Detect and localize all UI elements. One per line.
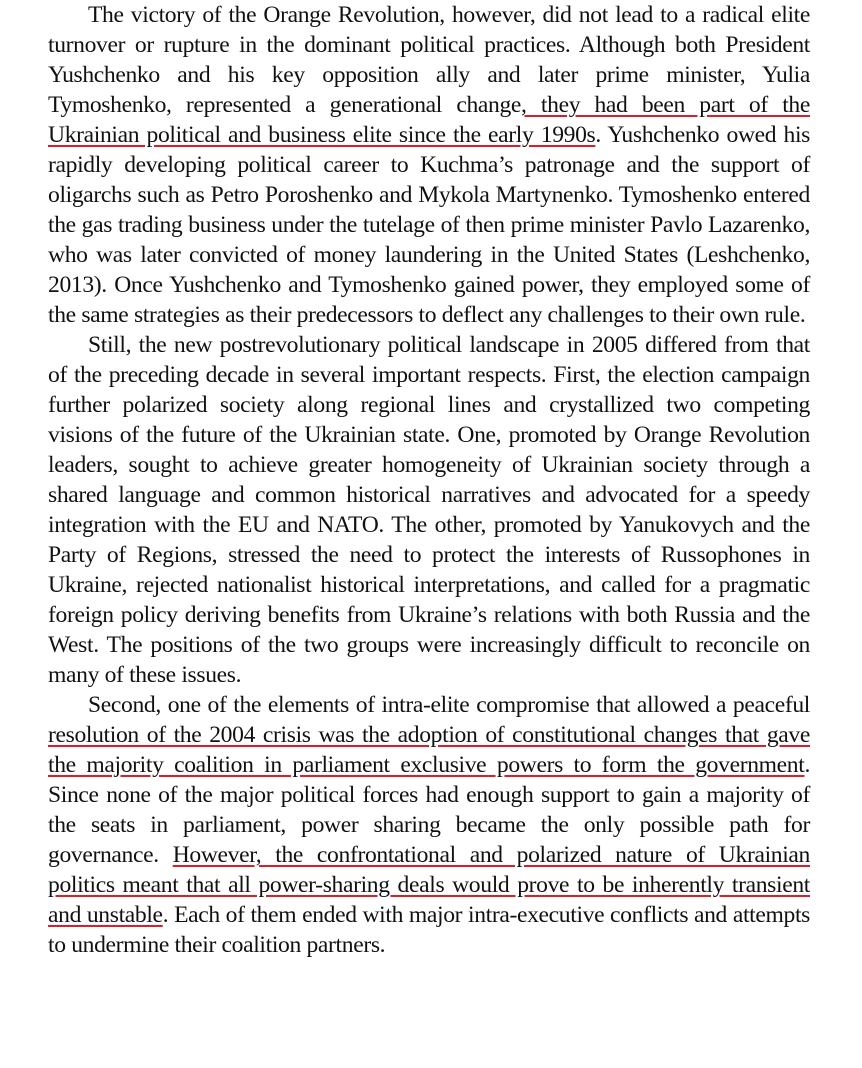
paragraph-intra-elite-compromise: [48, 690, 810, 960]
paragraph-postrevolutionary-landscape: [48, 330, 810, 690]
underlined-annotation[interactable]: , they had been part of the Ukrainian political and business elite since the early 1990s: [48, 92, 810, 148]
text-segment: Second, one of the elements of intra-elite compromise that allowed a peaceful: [88, 692, 810, 718]
underlined-annotation[interactable]: However, the confrontational and polarized nature of Ukrainian politics meant that all power-sharing deals would prove to be inherently transient and unstable: [48, 842, 811, 928]
text-segment: . Since none of the major political forces had enough support to gain a majority of the seats in parliament, power sharing became the only possible path for governance.: [48, 752, 810, 868]
text-segment: The victory of the Orange Revolution, however, did not lead to a radical elite turnover or rupture in the dominant political practices. Although both President Yushchenko and his key opposition ally and later prime minister, Yulia Tymoshenko, represented a generational change: [48, 2, 810, 118]
text-segment: . Yushchenko owed his rapidly developing political career to Kuchma’s patronage and the support of oligarchs such as Petro Poroshenko and Mykola Martynenko. Tymoshenko entered the gas trading business under the tutelage of then prime minister Pavlo Lazarenko, who was later convicted of money laundering in the United States (Leshchenko, 2013). Once Yushchenko and Tymoshenko gained power, they employed some of the same strategies as their predecessors to deflect any challenges to their own rule.: [48, 122, 810, 328]
paragraph-orange-revolution: [48, 0, 810, 330]
text-segment: . Each of them ended with major intra-executive conflicts and attempts to undermine their coalition partners.: [48, 902, 810, 958]
text-segment: Still, the new postrevolutionary political landscape in 2005 differed from that of the preceding decade in several important respects. First, the election campaign further polarized society along regional lines and crystallized two competing visions of the future of the Ukrainian state. One, promoted by Orange Revolution leaders, sought to achieve greater homogeneity of Ukrainian society through a shared language and common historical narratives and advocated for a speedy integration with the EU and NATO. The other, promoted by Yanukovych and the Party of Regions, stressed the need to protect the interests of Russophones in Ukraine, rejected nationalist historical interpretations, and called for a pragmatic foreign policy deriving benefits from Ukraine’s relations with both Russia and the West. The positions of the two groups were increasingly difficult to reconcile on many of these issues.: [48, 332, 810, 688]
underlined-annotation[interactable]: resolution of the 2004 crisis was the adoption of constitutional changes that gave the majority coalition in parliament exclusive powers to form the government: [48, 722, 810, 778]
document-page: [48, 0, 810, 960]
